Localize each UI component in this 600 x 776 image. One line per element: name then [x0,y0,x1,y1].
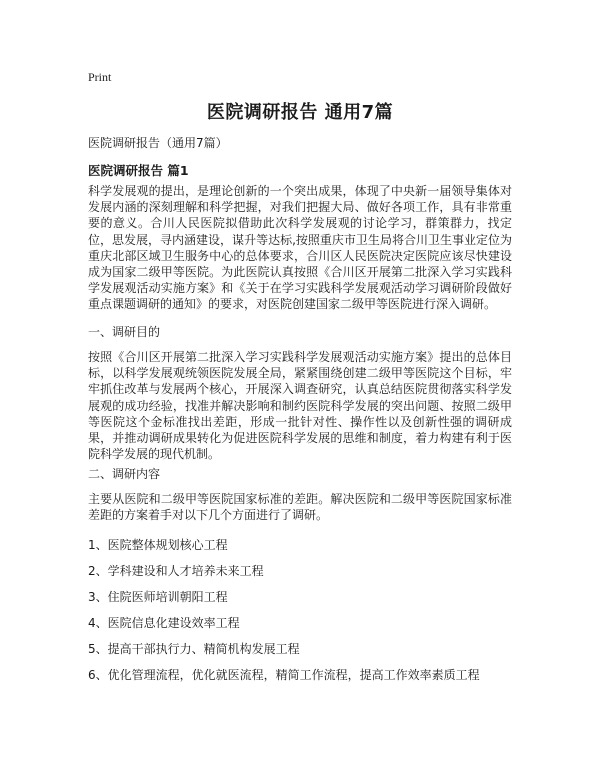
list-item: 1、医院整体规划核心工程 [88,538,228,552]
list-item: 2、学科建设和人才培养未来工程 [88,564,264,578]
goal-paragraph: 按照《合川区开展第二批深入学习实践科学发展观活动实施方案》提出的总体目标，以科学发展观统领医院发展全局，紧紧围绕创建二级甲等医院这个目标，牢牢抓住改革与发展两个核心，开展深入调查研究，认真总结医院贯彻落实科学发展观的成功经验，找准并解决影响和制约医院科学发展的突出问题、按照二级甲等医院这个金标准找出差距，形成一批针对性、操作性以及创新性强的调研成果，并推动调研成果转化为促进医院科学发展的思维和制度，着力构建有利于医院科学发展的现代机制。 [88,350,512,462]
section-heading: 医院调研报告 篇1 [88,163,189,178]
content-paragraph: 主要从医院和二级甲等医院国家标准的差距。解决医院和二级甲等医院国家标准差距的方案着手对以下几个方面进行了调研。 [88,492,512,523]
content-heading: 二、调研内容 [88,467,161,481]
list-item: 6、优化管理流程，优化就医流程，精简工作流程，提高工作效率素质工程 [88,668,480,682]
goal-heading: 一、调研目的 [88,325,161,339]
intro-paragraph: 科学发展观的提出，是理论创新的一个突出成果，体现了中央新一届领导集体对发展内涵的深刻理解和科学把握，对我们把握大局、做好各项工作，具有非常重要的意义。合川人民医院拟借助此次科学发展观的讨论学习，群策群力，找定位，思发展，寻内涵建设，谋升等达标,按照重庆市卫生局将合川卫生事业定位为重庆北部区域卫生服务中心的总体要求，合川区人民医院决定医院应该尽快建设成为国家二级甲等医院。为此医院认真按照《合川区开展第二批深入学习实践科学发展观活动实施方案》和《关于在学习实践科学发展观活动学习调研阶段做好重点课题调研的通知》的要求，对医院创建国家二级甲等医院进行深入调研。 [88,184,512,312]
research-items-list [88,537,480,693]
print-link[interactable]: Print [88,70,112,84]
list-item: 4、医院信息化建设效率工程 [88,616,240,630]
page-title: 医院调研报告 通用7篇 [206,102,394,123]
list-item: 5、提高干部执行力、精简机构发展工程 [88,642,300,656]
list-item: 3、住院医师培训朝阳工程 [88,590,228,604]
document-subtitle: 医院调研报告（通用7篇） [88,136,228,150]
